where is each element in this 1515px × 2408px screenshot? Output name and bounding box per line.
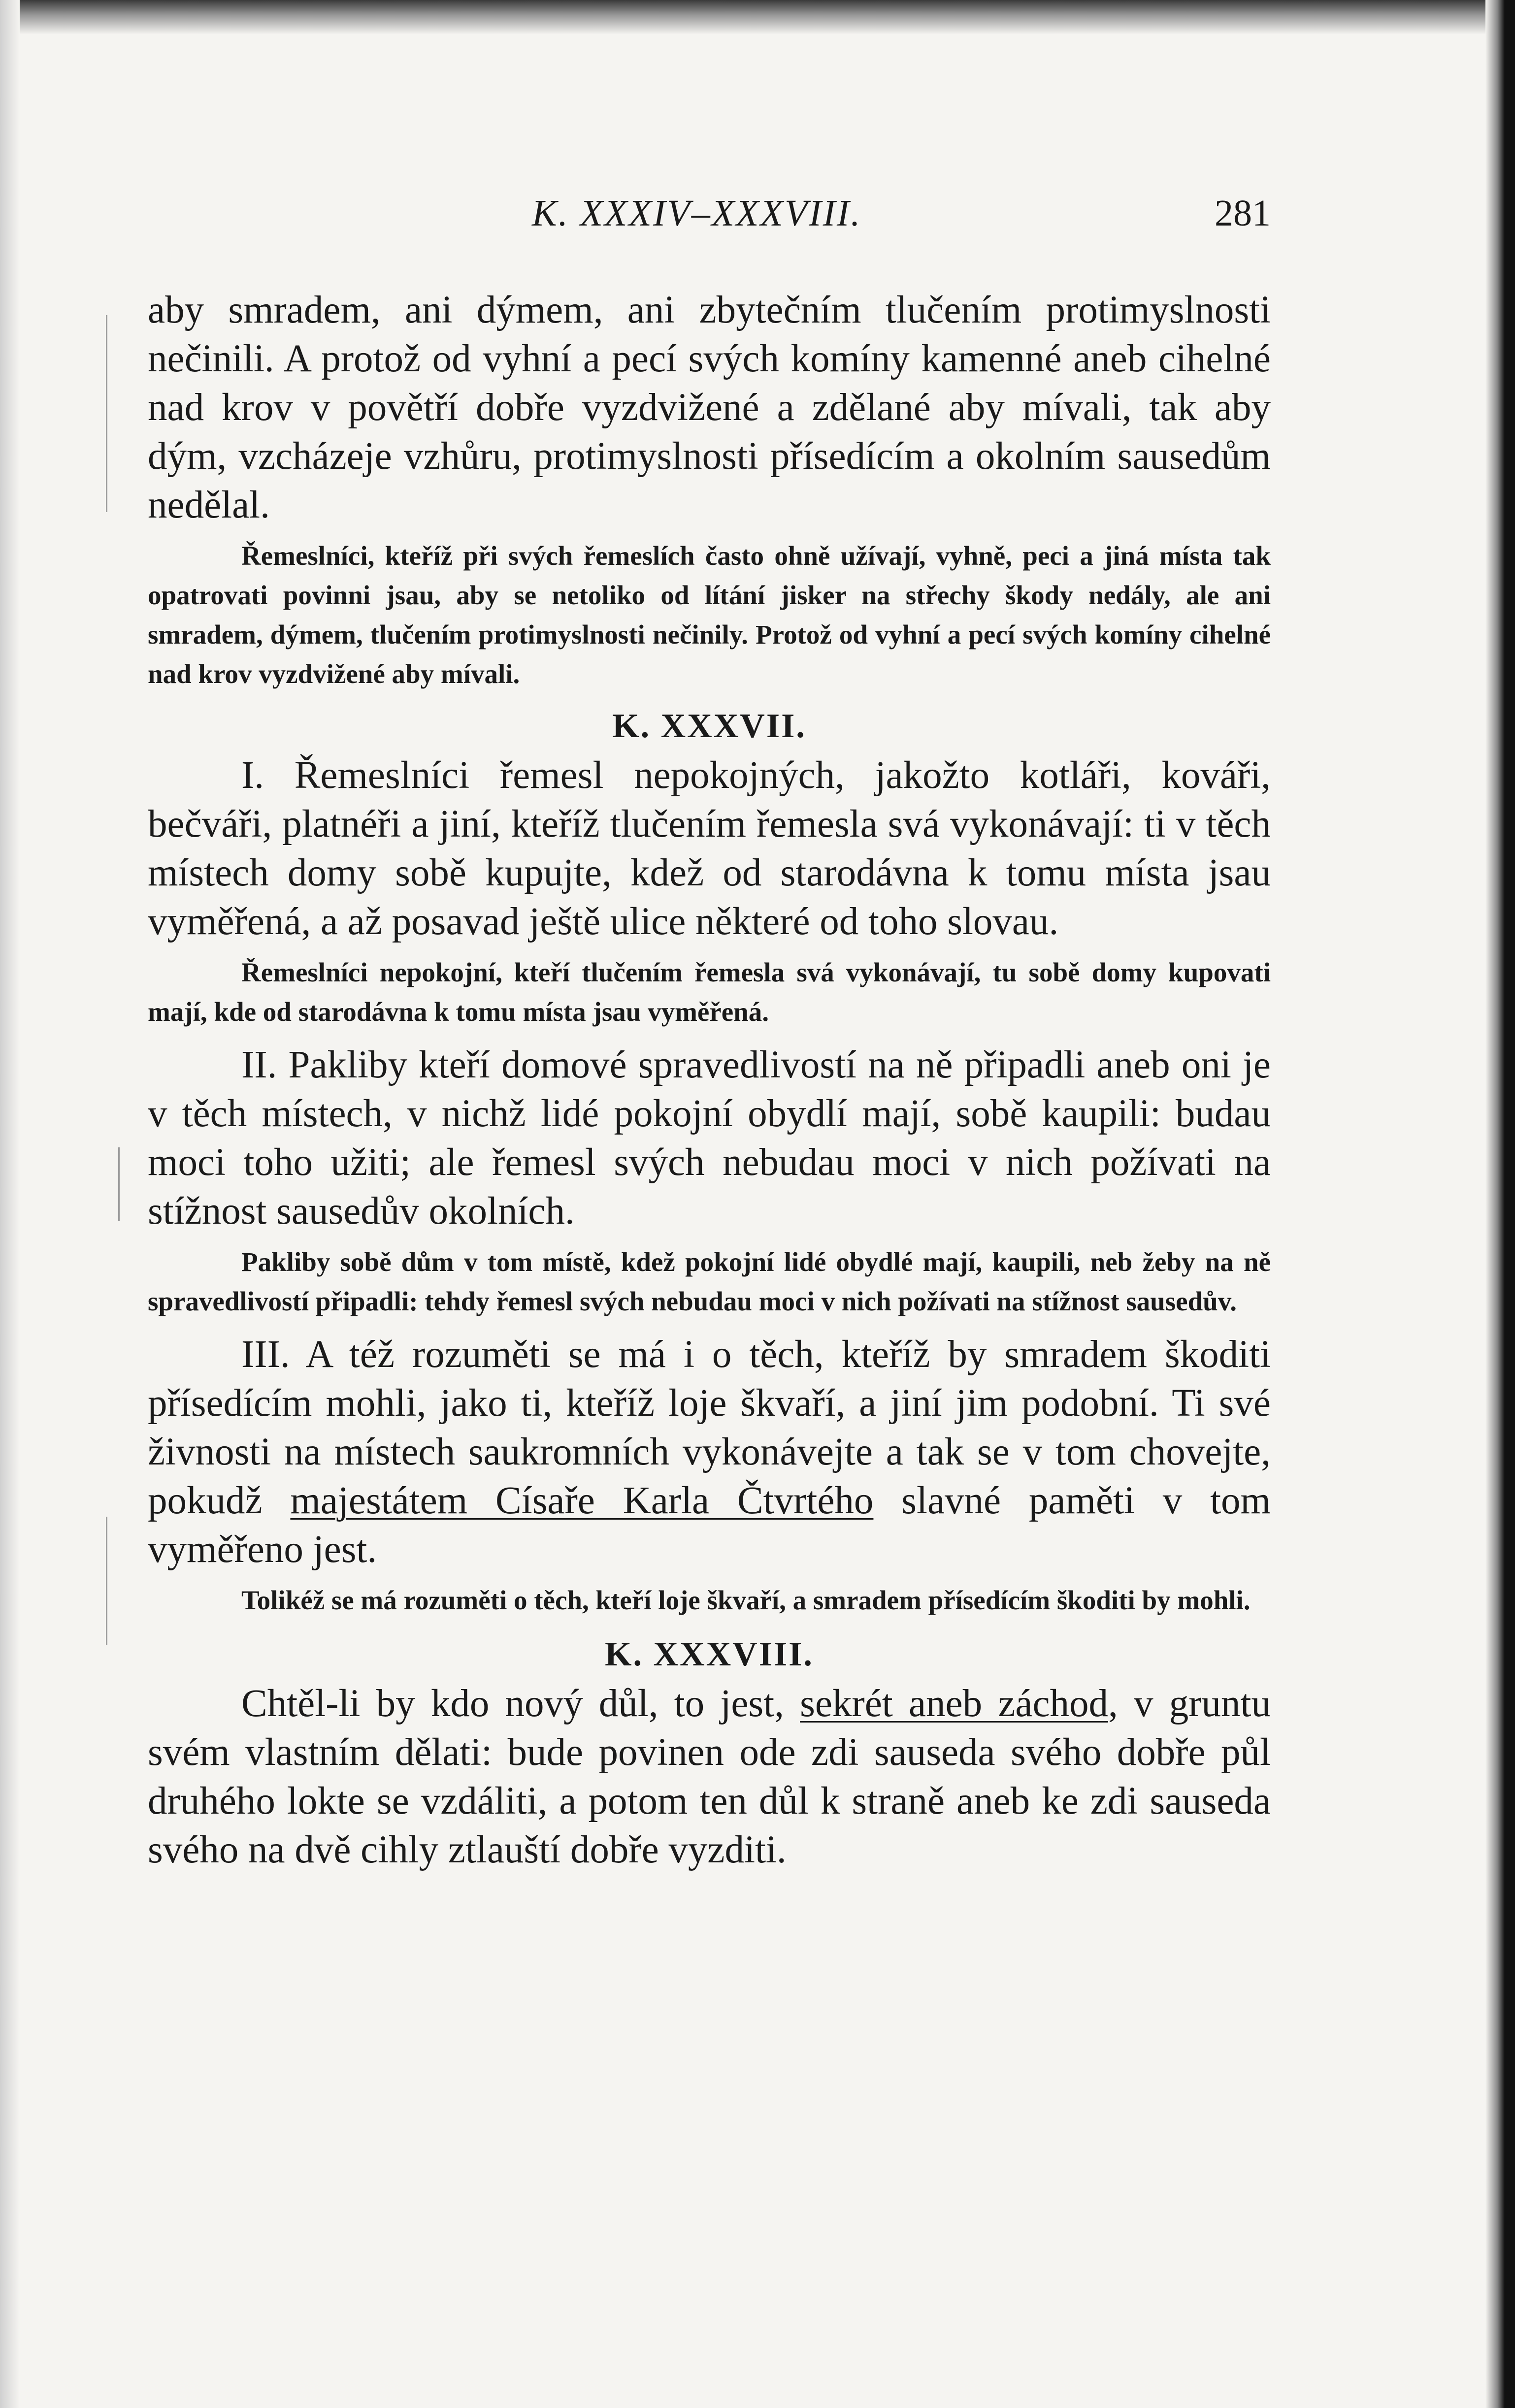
article-xxxvii-section-3 <box>148 1330 1271 1574</box>
margin-pencil-mark <box>118 1147 120 1221</box>
article-xxxvii-section-3-gloss: Tolikéž se má rozuměti o těch, kteří loje škvaří, a smradem přísedícím škoditi by mohli. <box>241 1585 1251 1615</box>
article-xxxviii-text <box>148 1679 1271 1874</box>
margin-pencil-mark <box>106 315 107 512</box>
page-number: 281 <box>1215 193 1271 234</box>
article-xxxvii-section-1: I. Řemeslníci řemesl nepokojných, jakožto kotláři, kováři, bečváři, platnéři a jiní, kteříž tlučením řemesla svá vykonávají: ti v těch místech domy sobě kupujte, kdež od starodávna k tomu místa jsau vyměřená, a až posavad ještě ulice některé od toho slovau. <box>148 754 1271 943</box>
article-xxxvi-gloss: Řemeslníci, kteříž při svých řemeslích často ohně užívají, vyhně, peci a jiná místa tak opatrovati povinni jsau, aby se netoliko od lítání jisker na střechy škody nedály, ale ani smradem, dýmem, tlučením protimyslnosti nečinily. Protož od vyhní a pecí svých komíny cihelné nad krov vyzdvižené aby mívali. <box>148 541 1271 689</box>
article-xxxviii-heading: K. XXXVIII. <box>605 1635 814 1673</box>
article-xxxvii-section-2: II. Pakliby kteří domové spravedlivostí na ně připadli aneb oni je v těch místech, v nichž lidé pokojní obydlí mají, sobě kaupili: budau moci toho užiti; ale řemesl svých nebudau moci v nich požívati na stížnost sausedův okolních. <box>148 1043 1271 1233</box>
section-3-text-end: slavné paměti v tom vyměřeno jest. <box>148 1479 1271 1571</box>
scan-right-edge <box>1485 0 1515 2408</box>
article-xxxviii-text-end: , v gruntu svém vlastním dělati: bude povinen ode zdi sauseda svého dobře půl druhého lokte se vzdáliti, a potom ten důl k straně aneb ke zdi sauseda svého na dvě cihly ztlauští dobře vyzditi. <box>148 1682 1271 1871</box>
article-xxxvii-heading: K. XXXVII. <box>612 707 806 745</box>
scan-top-edge <box>0 0 1515 34</box>
margin-pencil-mark <box>106 1517 107 1645</box>
scan-left-edge <box>0 0 20 2408</box>
underlined-sekret-phrase: sekrét aneb záchod <box>800 1682 1109 1725</box>
running-title: K. XXXIV–XXXVIII. <box>532 193 862 234</box>
underlined-majestat-reference: majestátem Císaře Karla Čtvrtého <box>290 1479 874 1522</box>
article-xxxvi-text: aby smradem, ani dýmem, ani zbytečním tlučením protimyslnosti nečinili. A protož od vyhní a pecí svých komíny kamenné aneb cihelné nad krov v povětří dobře vyzdvižené a zdělané aby mívali, tak aby dým, vzcházeje vzhůru, protimyslnosti přísedícím a okolním sausedům nedělal. <box>148 289 1271 526</box>
section-3-text-start: III. A též rozuměti se má i o těch, kteříž by smradem škoditi přísedícím mohli, jako ti, kteříž loje škvaří, a jiní jim podobní. Ti své živnosti na místech saukromních vykonávejte a tak se v tom chovejte, pokudž <box>148 1333 1271 1522</box>
page-header <box>148 192 1271 246</box>
article-xxxviii-text-start: Chtěl-li by kdo nový důl, to jest, <box>241 1682 800 1725</box>
article-xxxvii-section-1-gloss: Řemeslníci nepokojní, kteří tlučením řemesla svá vykonávají, tu sobě domy kupovati mají, kde od starodávna k tomu místa jsau vyměřená. <box>148 957 1271 1027</box>
article-xxxvii-section-2-gloss: Pakliby sobě dům v tom místě, kdež pokojní lidé obydlé mají, kaupili, neb žeby na ně spravedlivostí připadli: tehdy řemesl svých nebudau moci v nich požívati na stížnost sausedův. <box>148 1247 1271 1316</box>
page-body <box>148 286 1271 1874</box>
